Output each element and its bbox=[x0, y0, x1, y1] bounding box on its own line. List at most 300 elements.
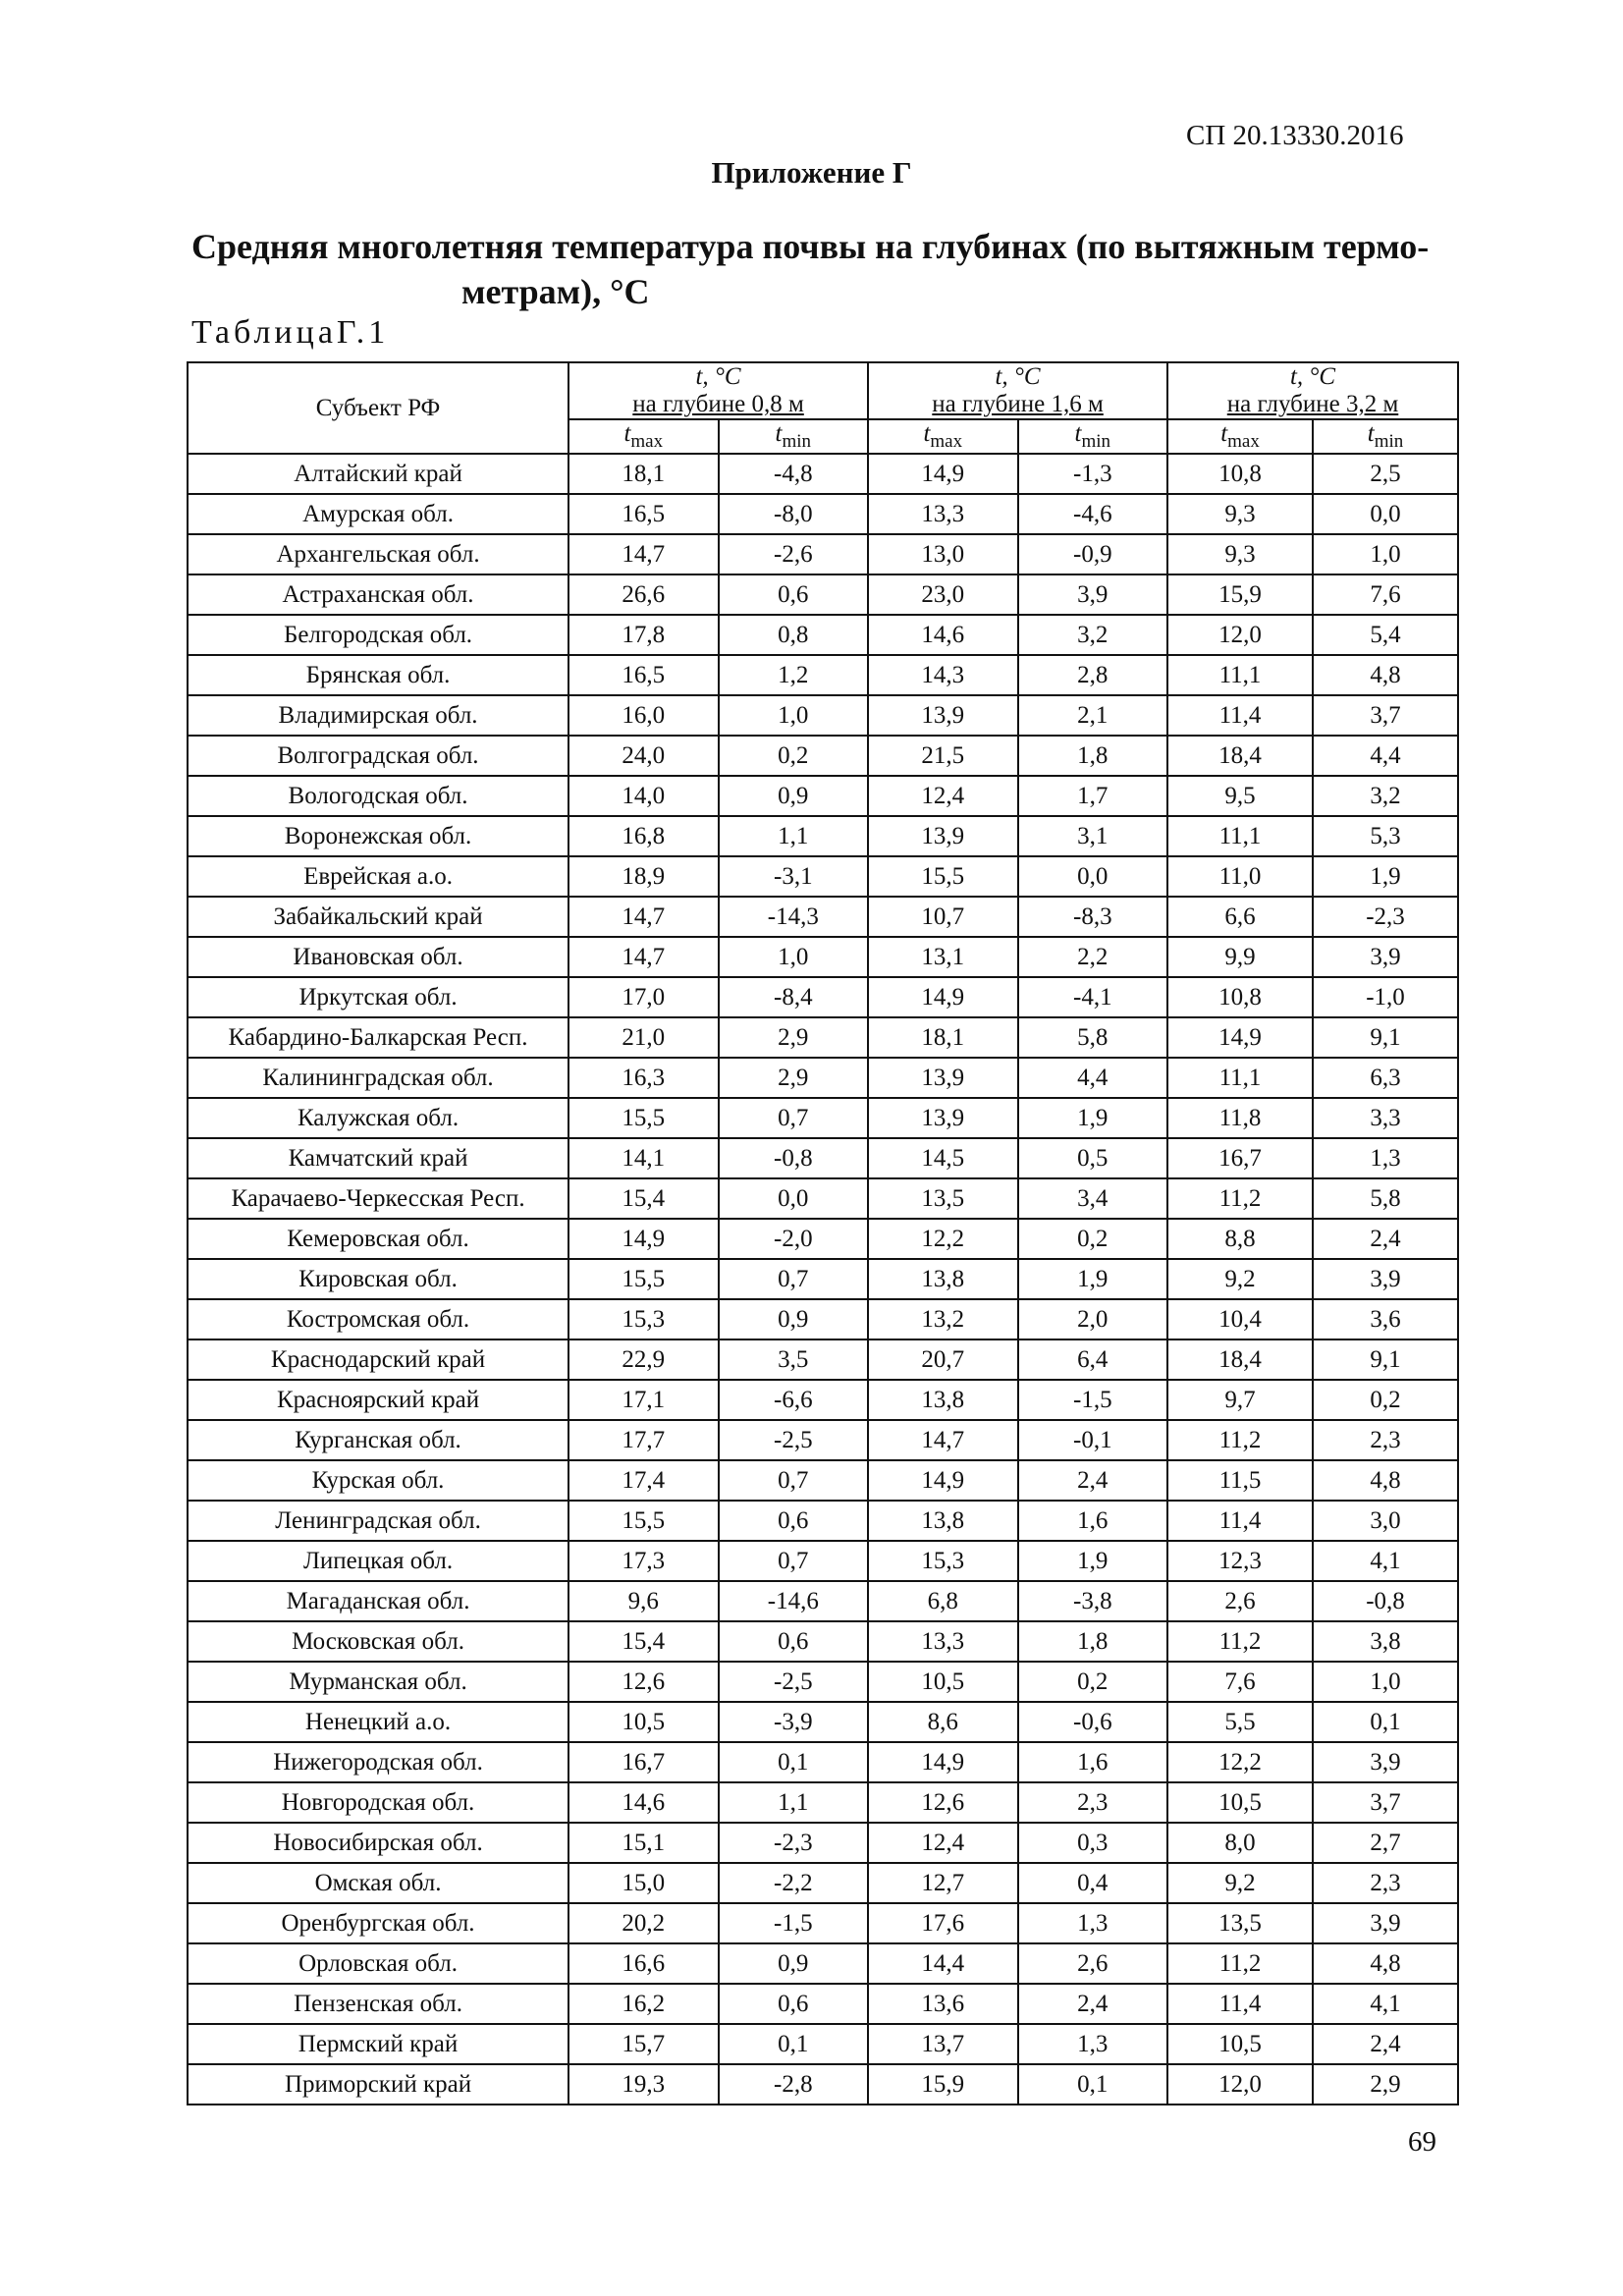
cell-tmax-1-6: 17,6 bbox=[868, 1903, 1018, 1943]
cell-tmax-1-6: 14,9 bbox=[868, 1460, 1018, 1501]
table-row bbox=[188, 1017, 1458, 1058]
cell-tmin-3-2: 6,3 bbox=[1313, 1058, 1458, 1098]
table-row bbox=[188, 1702, 1458, 1742]
table-row bbox=[188, 1541, 1458, 1581]
cell-tmin-0-8: -2,5 bbox=[719, 1662, 869, 1702]
cell-tmax-1-6: 14,9 bbox=[868, 1742, 1018, 1782]
cell-tmin-1-6: 1,3 bbox=[1018, 1903, 1168, 1943]
cell-tmin-0-8: 0,9 bbox=[719, 1943, 869, 1984]
cell-tmin-1-6: 5,8 bbox=[1018, 1017, 1168, 1058]
cell-region-name: Пермский край bbox=[188, 2024, 568, 2064]
group-label: t, °С bbox=[695, 363, 741, 390]
cell-region-name: Белгородская обл. bbox=[188, 615, 568, 655]
cell-tmax-0-8: 15,1 bbox=[568, 1823, 719, 1863]
table-row bbox=[188, 1581, 1458, 1621]
cell-tmin-1-6: 2,6 bbox=[1018, 1943, 1168, 1984]
cell-tmin-1-6: 1,7 bbox=[1018, 776, 1168, 816]
cell-tmax-1-6: 10,7 bbox=[868, 897, 1018, 937]
cell-region-name: Нижегородская обл. bbox=[188, 1742, 568, 1782]
cell-tmax-3-2: 9,3 bbox=[1167, 534, 1313, 574]
cell-region-name: Кировская обл. bbox=[188, 1259, 568, 1299]
cell-region-name: Орловская обл. bbox=[188, 1943, 568, 1984]
cell-tmax-3-2: 11,2 bbox=[1167, 1621, 1313, 1662]
cell-tmax-0-8: 18,1 bbox=[568, 454, 719, 494]
cell-tmin-1-6: -3,8 bbox=[1018, 1581, 1168, 1621]
group-depth: на глубине 0,8 м bbox=[632, 391, 804, 417]
cell-tmin-1-6: 1,6 bbox=[1018, 1742, 1168, 1782]
cell-tmin-1-6: 2,8 bbox=[1018, 655, 1168, 695]
soil-temperature-table bbox=[187, 361, 1459, 2105]
cell-tmin-0-8: -2,0 bbox=[719, 1219, 869, 1259]
table-row bbox=[188, 1903, 1458, 1943]
cell-tmax-3-2: 13,5 bbox=[1167, 1903, 1313, 1943]
cell-region-name: Вологодская обл. bbox=[188, 776, 568, 816]
cell-tmin-1-6: 2,4 bbox=[1018, 1984, 1168, 2024]
cell-tmax-0-8: 18,9 bbox=[568, 856, 719, 897]
cell-tmin-1-6: -4,1 bbox=[1018, 977, 1168, 1017]
table-row bbox=[188, 695, 1458, 736]
cell-region-name: Липецкая обл. bbox=[188, 1541, 568, 1581]
cell-tmax-0-8: 9,6 bbox=[568, 1581, 719, 1621]
cell-tmin-3-2: 0,2 bbox=[1313, 1380, 1458, 1420]
cell-tmax-3-2: 11,0 bbox=[1167, 856, 1313, 897]
cell-tmax-0-8: 16,6 bbox=[568, 1943, 719, 1984]
cell-tmin-1-6: -8,3 bbox=[1018, 897, 1168, 937]
cell-region-name: Карачаево-Черкесская Респ. bbox=[188, 1178, 568, 1219]
cell-tmin-3-2: 5,4 bbox=[1313, 615, 1458, 655]
cell-tmin-3-2: 3,9 bbox=[1313, 1259, 1458, 1299]
cell-tmin-0-8: 0,9 bbox=[719, 1299, 869, 1339]
cell-tmin-0-8: 0,6 bbox=[719, 1621, 869, 1662]
cell-region-name: Курганская обл. bbox=[188, 1420, 568, 1460]
cell-tmax-3-2: 11,1 bbox=[1167, 816, 1313, 856]
col-tmin-3-2: $t_{min}$ bbox=[1313, 419, 1458, 454]
cell-tmin-3-2: 1,3 bbox=[1313, 1138, 1458, 1178]
cell-tmax-3-2: 10,5 bbox=[1167, 2024, 1313, 2064]
cell-tmin-0-8: 0,8 bbox=[719, 615, 869, 655]
cell-tmin-0-8: 2,9 bbox=[719, 1017, 869, 1058]
cell-tmin-0-8: 1,2 bbox=[719, 655, 869, 695]
cell-tmax-3-2: 10,4 bbox=[1167, 1299, 1313, 1339]
cell-tmax-0-8: 14,7 bbox=[568, 937, 719, 977]
cell-tmax-3-2: 11,2 bbox=[1167, 1178, 1313, 1219]
cell-tmax-1-6: 13,9 bbox=[868, 1098, 1018, 1138]
cell-tmax-3-2: 10,8 bbox=[1167, 977, 1313, 1017]
cell-region-name: Ненецкий а.о. bbox=[188, 1702, 568, 1742]
cell-region-name: Кемеровская обл. bbox=[188, 1219, 568, 1259]
cell-tmin-3-2: 3,9 bbox=[1313, 937, 1458, 977]
cell-tmin-0-8: 2,9 bbox=[719, 1058, 869, 1098]
title-line-2: метрам), °С bbox=[461, 272, 650, 311]
cell-tmin-3-2: 9,1 bbox=[1313, 1017, 1458, 1058]
cell-tmax-3-2: 7,6 bbox=[1167, 1662, 1313, 1702]
col-subject-header: Субъект РФ bbox=[188, 362, 568, 454]
cell-tmin-3-2: 5,3 bbox=[1313, 816, 1458, 856]
cell-tmin-1-6: 4,4 bbox=[1018, 1058, 1168, 1098]
cell-tmin-1-6: 0,1 bbox=[1018, 2064, 1168, 2105]
cell-tmin-0-8: 0,2 bbox=[719, 736, 869, 776]
cell-tmin-3-2: 2,7 bbox=[1313, 1823, 1458, 1863]
cell-tmin-3-2: 3,9 bbox=[1313, 1903, 1458, 1943]
cell-tmax-1-6: 13,9 bbox=[868, 1058, 1018, 1098]
cell-region-name: Амурская обл. bbox=[188, 494, 568, 534]
cell-tmin-3-2: 2,4 bbox=[1313, 1219, 1458, 1259]
table-row bbox=[188, 1943, 1458, 1984]
cell-tmax-1-6: 13,7 bbox=[868, 2024, 1018, 2064]
col-tmax-3-2: $t_{max}$ bbox=[1167, 419, 1313, 454]
cell-tmax-3-2: 10,5 bbox=[1167, 1782, 1313, 1823]
cell-tmin-3-2: 0,0 bbox=[1313, 494, 1458, 534]
cell-tmin-0-8: -0,8 bbox=[719, 1138, 869, 1178]
cell-tmax-0-8: 17,7 bbox=[568, 1420, 719, 1460]
cell-tmin-1-6: 1,6 bbox=[1018, 1501, 1168, 1541]
cell-tmin-1-6: 2,3 bbox=[1018, 1782, 1168, 1823]
table-row bbox=[188, 1501, 1458, 1541]
cell-tmin-3-2: 1,0 bbox=[1313, 534, 1458, 574]
cell-tmin-0-8: -4,8 bbox=[719, 454, 869, 494]
cell-region-name: Архангельская обл. bbox=[188, 534, 568, 574]
cell-region-name: Красноярский край bbox=[188, 1380, 568, 1420]
cell-tmax-1-6: 15,9 bbox=[868, 2064, 1018, 2105]
col-tmax-1-6: $t_{max}$ bbox=[868, 419, 1018, 454]
cell-tmax-3-2: 9,3 bbox=[1167, 494, 1313, 534]
cell-tmin-1-6: -1,5 bbox=[1018, 1380, 1168, 1420]
cell-tmax-3-2: 8,0 bbox=[1167, 1823, 1313, 1863]
cell-tmax-3-2: 11,8 bbox=[1167, 1098, 1313, 1138]
cell-tmax-1-6: 21,5 bbox=[868, 736, 1018, 776]
cell-tmin-3-2: 0,1 bbox=[1313, 1702, 1458, 1742]
cell-tmax-0-8: 26,6 bbox=[568, 574, 719, 615]
cell-tmax-3-2: 5,5 bbox=[1167, 1702, 1313, 1742]
table-row bbox=[188, 655, 1458, 695]
table-row bbox=[188, 856, 1458, 897]
cell-tmin-1-6: -4,6 bbox=[1018, 494, 1168, 534]
cell-tmin-1-6: -0,9 bbox=[1018, 534, 1168, 574]
cell-tmax-1-6: 14,4 bbox=[868, 1943, 1018, 1984]
cell-tmax-3-2: 11,4 bbox=[1167, 1984, 1313, 2024]
cell-tmax-1-6: 14,9 bbox=[868, 454, 1018, 494]
cell-tmax-0-8: 10,5 bbox=[568, 1702, 719, 1742]
cell-tmax-0-8: 15,5 bbox=[568, 1259, 719, 1299]
cell-region-name: Новгородская обл. bbox=[188, 1782, 568, 1823]
cell-tmin-0-8: 3,5 bbox=[719, 1339, 869, 1380]
cell-region-name: Мурманская обл. bbox=[188, 1662, 568, 1702]
table-row bbox=[188, 494, 1458, 534]
cell-tmin-3-2: 3,0 bbox=[1313, 1501, 1458, 1541]
cell-tmin-0-8: 0,6 bbox=[719, 574, 869, 615]
cell-tmax-3-2: 11,2 bbox=[1167, 1420, 1313, 1460]
cell-tmin-3-2: 3,3 bbox=[1313, 1098, 1458, 1138]
cell-tmin-3-2: 3,6 bbox=[1313, 1299, 1458, 1339]
cell-tmax-1-6: 13,3 bbox=[868, 1621, 1018, 1662]
cell-tmin-1-6: 1,9 bbox=[1018, 1259, 1168, 1299]
cell-tmax-1-6: 14,6 bbox=[868, 615, 1018, 655]
cell-tmax-0-8: 16,0 bbox=[568, 695, 719, 736]
cell-tmin-1-6: 6,4 bbox=[1018, 1339, 1168, 1380]
cell-tmin-3-2: 4,4 bbox=[1313, 736, 1458, 776]
table-row bbox=[188, 454, 1458, 494]
table-row bbox=[188, 816, 1458, 856]
cell-tmax-1-6: 13,9 bbox=[868, 695, 1018, 736]
cell-tmax-0-8: 15,7 bbox=[568, 2024, 719, 2064]
cell-tmax-3-2: 11,1 bbox=[1167, 655, 1313, 695]
cell-tmin-0-8: -2,6 bbox=[719, 534, 869, 574]
cell-tmax-1-6: 14,9 bbox=[868, 977, 1018, 1017]
cell-tmin-3-2: 4,8 bbox=[1313, 655, 1458, 695]
cell-tmin-1-6: 0,0 bbox=[1018, 856, 1168, 897]
cell-tmax-0-8: 14,7 bbox=[568, 897, 719, 937]
cell-tmax-3-2: 9,7 bbox=[1167, 1380, 1313, 1420]
cell-tmax-1-6: 8,6 bbox=[868, 1702, 1018, 1742]
cell-tmin-3-2: 4,8 bbox=[1313, 1943, 1458, 1984]
cell-tmax-1-6: 13,5 bbox=[868, 1178, 1018, 1219]
cell-tmin-0-8: 1,0 bbox=[719, 937, 869, 977]
cell-tmin-0-8: -3,9 bbox=[719, 1702, 869, 1742]
cell-tmax-0-8: 15,5 bbox=[568, 1098, 719, 1138]
cell-tmin-0-8: -2,5 bbox=[719, 1420, 869, 1460]
cell-region-name: Калининградская обл. bbox=[188, 1058, 568, 1098]
cell-tmin-3-2: 4,8 bbox=[1313, 1460, 1458, 1501]
cell-tmax-3-2: 9,9 bbox=[1167, 937, 1313, 977]
cell-region-name: Костромская обл. bbox=[188, 1299, 568, 1339]
cell-tmax-0-8: 14,1 bbox=[568, 1138, 719, 1178]
cell-tmin-0-8: -8,4 bbox=[719, 977, 869, 1017]
cell-tmax-0-8: 14,0 bbox=[568, 776, 719, 816]
cell-tmin-0-8: 0,9 bbox=[719, 776, 869, 816]
cell-tmin-1-6: -0,1 bbox=[1018, 1420, 1168, 1460]
cell-tmax-0-8: 15,3 bbox=[568, 1299, 719, 1339]
cell-tmin-3-2: 2,5 bbox=[1313, 454, 1458, 494]
cell-tmin-0-8: -6,6 bbox=[719, 1380, 869, 1420]
cell-tmin-3-2: -2,3 bbox=[1313, 897, 1458, 937]
cell-region-name: Новосибирская обл. bbox=[188, 1823, 568, 1863]
cell-tmax-1-6: 12,4 bbox=[868, 776, 1018, 816]
table-body bbox=[188, 454, 1458, 2105]
cell-tmin-3-2: 4,1 bbox=[1313, 1541, 1458, 1581]
cell-tmin-1-6: 1,3 bbox=[1018, 2024, 1168, 2064]
cell-tmax-3-2: 12,3 bbox=[1167, 1541, 1313, 1581]
cell-tmax-0-8: 15,4 bbox=[568, 1621, 719, 1662]
cell-tmin-1-6: -0,6 bbox=[1018, 1702, 1168, 1742]
cell-tmin-3-2: -1,0 bbox=[1313, 977, 1458, 1017]
cell-tmax-3-2: 11,5 bbox=[1167, 1460, 1313, 1501]
cell-tmin-1-6: 3,9 bbox=[1018, 574, 1168, 615]
cell-tmin-3-2: 5,8 bbox=[1313, 1178, 1458, 1219]
group-depth: на глубине 1,6 м bbox=[932, 391, 1104, 417]
cell-tmax-3-2: 12,0 bbox=[1167, 2064, 1313, 2105]
cell-tmax-3-2: 16,7 bbox=[1167, 1138, 1313, 1178]
table-row bbox=[188, 615, 1458, 655]
group-header-3-2m bbox=[1167, 362, 1458, 419]
cell-tmin-0-8: 0,1 bbox=[719, 2024, 869, 2064]
title-line-1: Средняя многолетняя температура почвы на глубинах (по вытяжным термо- bbox=[191, 227, 1430, 266]
cell-region-name: Волгоградская обл. bbox=[188, 736, 568, 776]
cell-tmax-1-6: 12,4 bbox=[868, 1823, 1018, 1863]
cell-tmax-0-8: 15,4 bbox=[568, 1178, 719, 1219]
cell-region-name: Пензенская обл. bbox=[188, 1984, 568, 2024]
cell-tmin-0-8: -3,1 bbox=[719, 856, 869, 897]
cell-region-name: Магаданская обл. bbox=[188, 1581, 568, 1621]
cell-region-name: Краснодарский край bbox=[188, 1339, 568, 1380]
table-row bbox=[188, 736, 1458, 776]
cell-tmin-3-2: 2,4 bbox=[1313, 2024, 1458, 2064]
cell-tmin-3-2: 1,0 bbox=[1313, 1662, 1458, 1702]
cell-tmax-3-2: 18,4 bbox=[1167, 1339, 1313, 1380]
cell-tmin-1-6: 1,9 bbox=[1018, 1098, 1168, 1138]
table-row bbox=[188, 977, 1458, 1017]
cell-tmin-3-2: 2,3 bbox=[1313, 1420, 1458, 1460]
cell-tmax-1-6: 12,7 bbox=[868, 1863, 1018, 1903]
cell-region-name: Алтайский край bbox=[188, 454, 568, 494]
cell-tmax-3-2: 8,8 bbox=[1167, 1219, 1313, 1259]
cell-tmax-0-8: 16,5 bbox=[568, 494, 719, 534]
header-row-groups bbox=[188, 362, 1458, 419]
cell-tmax-0-8: 17,4 bbox=[568, 1460, 719, 1501]
cell-tmax-3-2: 6,6 bbox=[1167, 897, 1313, 937]
cell-tmin-1-6: -1,3 bbox=[1018, 454, 1168, 494]
cell-tmin-1-6: 0,3 bbox=[1018, 1823, 1168, 1863]
cell-tmax-0-8: 17,0 bbox=[568, 977, 719, 1017]
cell-tmin-3-2: 7,6 bbox=[1313, 574, 1458, 615]
cell-tmax-0-8: 17,1 bbox=[568, 1380, 719, 1420]
cell-tmax-3-2: 14,9 bbox=[1167, 1017, 1313, 1058]
cell-tmax-1-6: 12,6 bbox=[868, 1782, 1018, 1823]
cell-tmin-3-2: 3,9 bbox=[1313, 1742, 1458, 1782]
cell-tmin-0-8: 0,0 bbox=[719, 1178, 869, 1219]
table-row bbox=[188, 1098, 1458, 1138]
cell-tmax-0-8: 12,6 bbox=[568, 1662, 719, 1702]
cell-tmin-1-6: 0,5 bbox=[1018, 1138, 1168, 1178]
table-row bbox=[188, 1299, 1458, 1339]
cell-tmax-0-8: 21,0 bbox=[568, 1017, 719, 1058]
group-label: t, °С bbox=[1289, 363, 1336, 390]
table-row bbox=[188, 897, 1458, 937]
group-header-0-8m bbox=[568, 362, 868, 419]
table-row bbox=[188, 1984, 1458, 2024]
cell-region-name: Еврейская а.о. bbox=[188, 856, 568, 897]
cell-tmin-0-8: 0,7 bbox=[719, 1098, 869, 1138]
table-row bbox=[188, 776, 1458, 816]
cell-tmax-0-8: 22,9 bbox=[568, 1339, 719, 1380]
cell-tmin-3-2: 1,9 bbox=[1313, 856, 1458, 897]
group-label: t, °С bbox=[995, 363, 1041, 390]
cell-tmax-1-6: 23,0 bbox=[868, 574, 1018, 615]
cell-tmax-3-2: 9,5 bbox=[1167, 776, 1313, 816]
cell-tmax-3-2: 18,4 bbox=[1167, 736, 1313, 776]
cell-tmax-0-8: 14,6 bbox=[568, 1782, 719, 1823]
cell-tmin-1-6: 2,2 bbox=[1018, 937, 1168, 977]
cell-tmax-1-6: 14,3 bbox=[868, 655, 1018, 695]
page-number: 69 bbox=[1408, 2126, 1436, 2158]
cell-region-name: Воронежская обл. bbox=[188, 816, 568, 856]
cell-tmax-3-2: 2,6 bbox=[1167, 1581, 1313, 1621]
cell-region-name: Забайкальский край bbox=[188, 897, 568, 937]
cell-tmax-0-8: 15,0 bbox=[568, 1863, 719, 1903]
cell-tmax-1-6: 10,5 bbox=[868, 1662, 1018, 1702]
table-row bbox=[188, 1782, 1458, 1823]
cell-tmin-0-8: -2,3 bbox=[719, 1823, 869, 1863]
cell-region-name: Приморский край bbox=[188, 2064, 568, 2105]
table-row bbox=[188, 1662, 1458, 1702]
cell-tmax-0-8: 15,5 bbox=[568, 1501, 719, 1541]
table-row bbox=[188, 1823, 1458, 1863]
cell-tmax-0-8: 16,8 bbox=[568, 816, 719, 856]
cell-tmin-3-2: 3,8 bbox=[1313, 1621, 1458, 1662]
cell-tmax-1-6: 13,2 bbox=[868, 1299, 1018, 1339]
cell-tmin-1-6: 2,1 bbox=[1018, 695, 1168, 736]
cell-tmin-1-6: 1,8 bbox=[1018, 1621, 1168, 1662]
cell-tmin-0-8: 1,1 bbox=[719, 1782, 869, 1823]
table-row bbox=[188, 937, 1458, 977]
cell-tmax-0-8: 19,3 bbox=[568, 2064, 719, 2105]
table-row bbox=[188, 1863, 1458, 1903]
cell-tmin-0-8: -14,6 bbox=[719, 1581, 869, 1621]
group-depth: на глубине 3,2 м bbox=[1226, 391, 1399, 417]
cell-tmax-3-2: 12,0 bbox=[1167, 615, 1313, 655]
table-caption: ТаблицаГ.1 bbox=[191, 314, 390, 351]
cell-tmax-0-8: 16,7 bbox=[568, 1742, 719, 1782]
cell-tmax-3-2: 10,8 bbox=[1167, 454, 1313, 494]
cell-tmax-3-2: 11,1 bbox=[1167, 1058, 1313, 1098]
table-row bbox=[188, 574, 1458, 615]
cell-tmin-1-6: 0,2 bbox=[1018, 1662, 1168, 1702]
cell-tmin-1-6: 1,8 bbox=[1018, 736, 1168, 776]
cell-tmin-0-8: 0,7 bbox=[719, 1259, 869, 1299]
cell-region-name: Ленинградская обл. bbox=[188, 1501, 568, 1541]
cell-tmin-0-8: 0,6 bbox=[719, 1984, 869, 2024]
cell-tmax-0-8: 24,0 bbox=[568, 736, 719, 776]
cell-tmin-1-6: 3,4 bbox=[1018, 1178, 1168, 1219]
table-row bbox=[188, 1058, 1458, 1098]
table-row bbox=[188, 2024, 1458, 2064]
cell-tmax-3-2: 12,2 bbox=[1167, 1742, 1313, 1782]
cell-tmin-3-2: 3,7 bbox=[1313, 695, 1458, 736]
cell-region-name: Владимирская обл. bbox=[188, 695, 568, 736]
cell-tmax-0-8: 14,9 bbox=[568, 1219, 719, 1259]
cell-tmin-0-8: 0,7 bbox=[719, 1460, 869, 1501]
cell-tmax-0-8: 17,3 bbox=[568, 1541, 719, 1581]
table-row bbox=[188, 534, 1458, 574]
cell-tmin-0-8: -1,5 bbox=[719, 1903, 869, 1943]
cell-tmax-1-6: 13,8 bbox=[868, 1380, 1018, 1420]
cell-region-name: Омская обл. bbox=[188, 1863, 568, 1903]
table-row bbox=[188, 1380, 1458, 1420]
cell-tmax-3-2: 11,4 bbox=[1167, 695, 1313, 736]
cell-tmin-1-6: 3,1 bbox=[1018, 816, 1168, 856]
cell-tmin-3-2: 3,7 bbox=[1313, 1782, 1458, 1823]
appendix-heading: Приложение Г bbox=[711, 155, 912, 190]
cell-region-name: Астраханская обл. bbox=[188, 574, 568, 615]
cell-tmax-3-2: 9,2 bbox=[1167, 1259, 1313, 1299]
cell-tmax-1-6: 18,1 bbox=[868, 1017, 1018, 1058]
cell-tmin-1-6: 2,4 bbox=[1018, 1460, 1168, 1501]
cell-tmax-1-6: 13,6 bbox=[868, 1984, 1018, 2024]
cell-region-name: Оренбургская обл. bbox=[188, 1903, 568, 1943]
cell-tmin-0-8: 1,1 bbox=[719, 816, 869, 856]
cell-tmax-3-2: 11,4 bbox=[1167, 1501, 1313, 1541]
cell-tmax-1-6: 20,7 bbox=[868, 1339, 1018, 1380]
cell-tmax-1-6: 13,1 bbox=[868, 937, 1018, 977]
cell-region-name: Московская обл. bbox=[188, 1621, 568, 1662]
cell-tmin-1-6: 0,2 bbox=[1018, 1219, 1168, 1259]
cell-tmax-1-6: 15,5 bbox=[868, 856, 1018, 897]
cell-tmax-1-6: 6,8 bbox=[868, 1581, 1018, 1621]
cell-tmax-0-8: 16,2 bbox=[568, 1984, 719, 2024]
cell-tmin-0-8: -14,3 bbox=[719, 897, 869, 937]
col-tmin-0-8: $t_{min}$ bbox=[719, 419, 869, 454]
cell-tmin-0-8: -8,0 bbox=[719, 494, 869, 534]
cell-region-name: Ивановская обл. bbox=[188, 937, 568, 977]
